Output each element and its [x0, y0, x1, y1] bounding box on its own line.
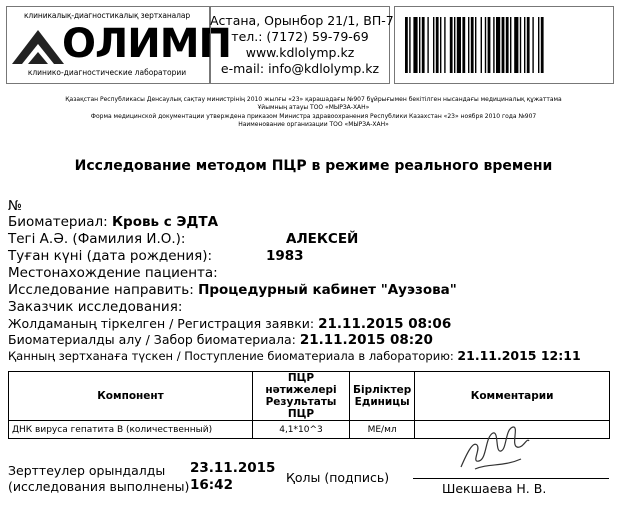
performed-label-kz: Зерттеулер орындалды [8, 463, 166, 478]
barcode-bar [510, 17, 511, 73]
barcode-bar [436, 17, 439, 73]
biomaterial-value: Кровь с ЭДТА [112, 214, 219, 230]
registration-row [8, 316, 451, 332]
barcode-frame [394, 6, 614, 84]
legal-line-3: Форма медицинской документации утверждена приказом Министра здравоохранения Республики Казахстан «23» ноября 2010 года №907 [90, 113, 537, 120]
collection-label: Биоматериалды алу / Забор биоматериала: [8, 332, 296, 347]
number-label: № [8, 198, 23, 214]
header-comments: Комментарии [415, 372, 610, 421]
barcode-bar [538, 17, 539, 73]
results-header-row [9, 372, 610, 421]
signature-label: Қолы (подпись) [286, 470, 390, 485]
legal-line-2: Ұйымның атауы ТОО «МЫРЗА-ХАН» [257, 104, 370, 111]
legal-line-1: Қазақстан Республикасы Денсаулық сақтау министрінің 2010 жылғы «23» қарашадағы №907 бұйрығымен бекітілген нысандағы медициналық құжаттама [65, 96, 562, 103]
barcode-bar [527, 17, 530, 73]
logo-word: ОЛИМП [62, 21, 231, 67]
legal-line-4: Наименование организации ТОО «МЫРЗА-ХАН» [238, 121, 389, 128]
barcode-bar [433, 17, 434, 73]
logo-mountain-icon [12, 28, 64, 66]
barcode-bar [454, 17, 455, 73]
barcode-bar [422, 17, 425, 73]
biomaterial-row [8, 214, 218, 230]
phone: тел.: (7172) 59-79-69 [231, 29, 369, 44]
barcode-bar [468, 17, 469, 73]
barcode-bar [485, 17, 486, 73]
barcode-bar [506, 17, 509, 73]
barcode-bar [496, 17, 500, 73]
cell-units: МЕ/мл [350, 421, 415, 439]
website-link[interactable]: www.kdlolymp.kz [245, 45, 355, 60]
barcode-bar [450, 17, 453, 73]
logo-top-text: клиникалық-диагностикалық зертханалар [24, 11, 190, 20]
birth-label: Туған күні (дата рождения): [8, 248, 213, 264]
barcode-bar [419, 17, 420, 73]
logo-bottom-text: клинико-диагностические лаборатории [27, 68, 187, 77]
cell-component: ДНК вируса гепатита В (количественный) [9, 421, 253, 439]
address: Астана, Орынбор 21/1, ВП-7 [210, 13, 394, 28]
direct-label: Исследование направить: [8, 282, 194, 298]
barcode-bar [541, 17, 544, 73]
header-result: ПЦР нәтижелері Результаты ПЦР [253, 372, 350, 421]
registration-label: Жолдаманың тіркелген / Регистрация заявки: [8, 316, 315, 331]
direct-value: Процедурный кабинет "Ауэзова" [198, 282, 457, 298]
received-value: 21.11.2015 12:11 [457, 348, 581, 363]
barcode-bar [444, 17, 445, 73]
barcode-bar [488, 17, 491, 73]
direct-row [8, 282, 457, 298]
barcode-bar [457, 17, 461, 73]
performed-label-ru: (исследования выполнены) [8, 479, 190, 494]
signer-name: Шекшаева Н. В. [442, 481, 547, 496]
barcode-bar [502, 17, 505, 73]
birth-value: 1983 [266, 248, 304, 264]
barcode-bar [405, 17, 408, 73]
collection-row [8, 332, 433, 348]
header-units: Бірліктер Единицы [350, 372, 415, 421]
barcode-bar [440, 17, 441, 73]
barcode-bar [427, 17, 428, 73]
customer-label: Заказчик исследования: [8, 299, 183, 315]
email-link[interactable]: e-mail: info@kdlolymp.kz [220, 61, 380, 76]
signature-scribble [455, 423, 535, 481]
name-value: АЛЕКСЕЙ [286, 231, 359, 247]
performed-time: 16:42 [190, 477, 233, 493]
collection-value: 21.11.2015 08:20 [299, 332, 433, 348]
barcode-icon [395, 7, 613, 83]
barcode-bar [524, 17, 525, 73]
barcode-bar [532, 17, 533, 73]
performed-date: 23.11.2015 [190, 460, 276, 476]
registration-value: 21.11.2015 08:06 [318, 316, 452, 332]
name-label: Тегі А.Ә. (Фамилия И.О.): [8, 231, 186, 247]
location-label: Местонахождение пациента: [8, 265, 218, 281]
barcode-bar [493, 17, 494, 73]
barcode-bar [409, 17, 410, 73]
barcode-bar [462, 17, 465, 73]
barcode-bar [481, 17, 482, 73]
barcode-bar [514, 17, 518, 73]
header-component: Компонент [9, 372, 253, 421]
barcode-bar [413, 17, 417, 73]
cell-result: 4,1*10^3 [253, 421, 350, 439]
biomaterial-label: Биоматериал: [8, 214, 108, 230]
received-label: Қанның зертханаға түскен / Поступление биоматериала в лабораторию: [8, 349, 454, 363]
barcode-bar [520, 17, 521, 73]
page-title: Исследование методом ПЦР в режиме реального времени [74, 158, 553, 174]
barcode-bar [471, 17, 474, 73]
barcode-bar [475, 17, 476, 73]
received-row [8, 348, 581, 363]
